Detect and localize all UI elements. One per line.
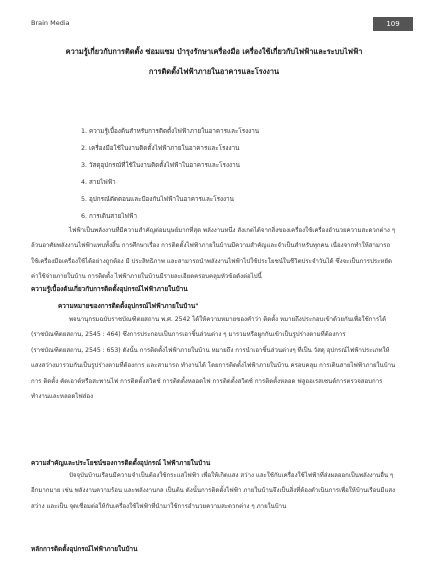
- page-header: [31, 17, 413, 33]
- topic-item-2: 2. เครื่องมือใช้ในงานติดตั้งไฟฟ้าภายในอาคารและโรงงาน: [81, 145, 240, 152]
- section-heading-principles: หลักการติดตั้งอุปกรณ์ไฟฟ้าภายในบ้าน: [31, 545, 138, 553]
- subheading-meaning: ความหมายของการติดตั้งอุปกรณ์ไฟฟ้าภายในบ้าน": [58, 302, 199, 310]
- topic-item-5: 5. อุปกรณ์ตัดตอนและป้องกันไฟฟ้าในอาคารและโรงงาน: [81, 196, 234, 203]
- meaning-paragraph: พจนานุกรมฉบับราชบัณฑิตยสถาน พ.ศ. 2542 ได้ให้ความหมายของคำว่า ติดตั้ง หมายถึงประกอบเข้าด้วยกันเพื่อใช้การได้ (ราชบัณฑิตยสถาน, 2545 : 464) ซึ่งการประกอบเป็นการเอาชิ้นส่วนต่าง ๆ มารวมหรือผูกกันเข้าเป็นรูปร่างตามที่ต้องการ (ราชบัณฑิตยสถาน, 2545 : 653) ดังนั้น การติดตั้งไฟฟ้าภายในบ้าน หมายถึง การนำเอาชิ้นส่วนต่างๆ ที่เป็น วัสดุ อุปกรณ์ไฟฟ้าประเภทให้แสงสว่างมารวมกันเป็นรูปร่างตามที่ต้องการ และสามารถ ทำงานได้ โดยการติดตั้งไฟฟ้าภายในบ้าน ครอบคลุม การเดินสายไฟฟ้าภายในบ้าน การ ติดตั้ง คัตเอาต์หรือสะพานไฟ การติดตั้งสวิตช์ การติดตั้งหลอดไฟ การติดตั้งสวิตช์ การติดตั้งหลอด ฟลูออเรสเซนต์การตรวจสอบการทำงานและหลอดไฟส่อง: [31, 316, 396, 401]
- publisher-name: Brain Media: [31, 19, 70, 27]
- section-heading-basics: ความรู้เบื้องต้นเกี่ยวกับการติดตั้งอุปกรณ์ไฟฟ้าภายในบ้าน: [31, 285, 188, 293]
- section-heading-importance: ความสำคัญและประโยชน์ของการติดตั้งอุปกรณ์ ไฟฟ้าภายในบ้าน: [31, 459, 211, 467]
- page-title-line-1: ความรู้เกี่ยวกับการติดตั้ง ซ่อมแซม บำรุงรักษาเครื่องมือ เครื่องใช้เกี่ยวกับไฟฟ้าและระบบไฟฟ้า: [65, 47, 363, 56]
- topic-item-4: 4. สายไฟฟ้า: [81, 179, 116, 186]
- page-title-line-2: การติดตั้งไฟฟ้าภายในอาคารและโรงงาน: [148, 67, 280, 76]
- topic-item-1: 1. ความรู้เบื้องต้นสำหรับการติดตั้งไฟฟ้าภายในอาคารและโรงงาน: [81, 128, 260, 135]
- topic-item-3: 3. วัสดุอุปกรณ์ที่ใช้ในงานติดตั้งไฟฟ้าในอาคารและโรงงาน: [81, 162, 240, 169]
- topic-item-6: 6. การเดินสายไฟฟ้า: [81, 213, 137, 220]
- page-number-badge: 109: [373, 17, 413, 31]
- intro-paragraph: ไฟฟ้าเป็นพลังงานที่มีความสำคัญต่อมนุษย์มากที่สุด พลังงานหนึ่ง สังเกตได้จากสิ่งของเครื่องใช้เครื่องอำนวยความสะดวกต่าง ๆ ล้วนอาศัยพลังงานไฟฟ้าแทบทั้งสิ้น การศึกษาเรื่อง การติดตั้งไฟฟ้าภายในบ้านมีความสำคัญและจำเป็นสำหรับทุกคน เนื่องจากทำให้สามารถใช้เครื่องมือเครื่องใช้ได้อย่างถูกต้อง มี ประสิทธิภาพ และสามารถนำพลังงานไฟฟ้าไปใช้ประโยชน์ในชีวิตประจำวันได้ ซึ่งจะเป็นการประหยัดค่าใช้จ่ายภายในบ้าน การติดตั้ง ไฟฟ้าภายในบ้านมีรายละเอียดครอบคลุมหัวข้อดังต่อไปนี้: [31, 227, 396, 281]
- importance-paragraph: ปัจจุบันบ้านเรือนมีความจำเป็นต้องใช้กระแสไฟฟ้า เพื่อให้เกิดแสง สว่าง และใช้กับเครื่องใช้ไฟฟ้าที่ส่งผลออกเป็นพลังงานอื่น ๆ อีกมากมาย เช่น พลังงานความร้อน และพลังงานกล เป็นต้น ดังนั้นการติดตั้งไฟฟ้า ภายในบ้านจึงเป็นสิ่งที่ต้องดำเนินการเพื่อให้บ้านเรือนมีแสงสว่าง และเป็น จุดเชื่อมต่อให้กับเครื่องใช้ไฟฟ้าที่นำมาใช้การอำนวยความสะดวกต่าง ๆ ภายในบ้าน: [31, 472, 396, 510]
